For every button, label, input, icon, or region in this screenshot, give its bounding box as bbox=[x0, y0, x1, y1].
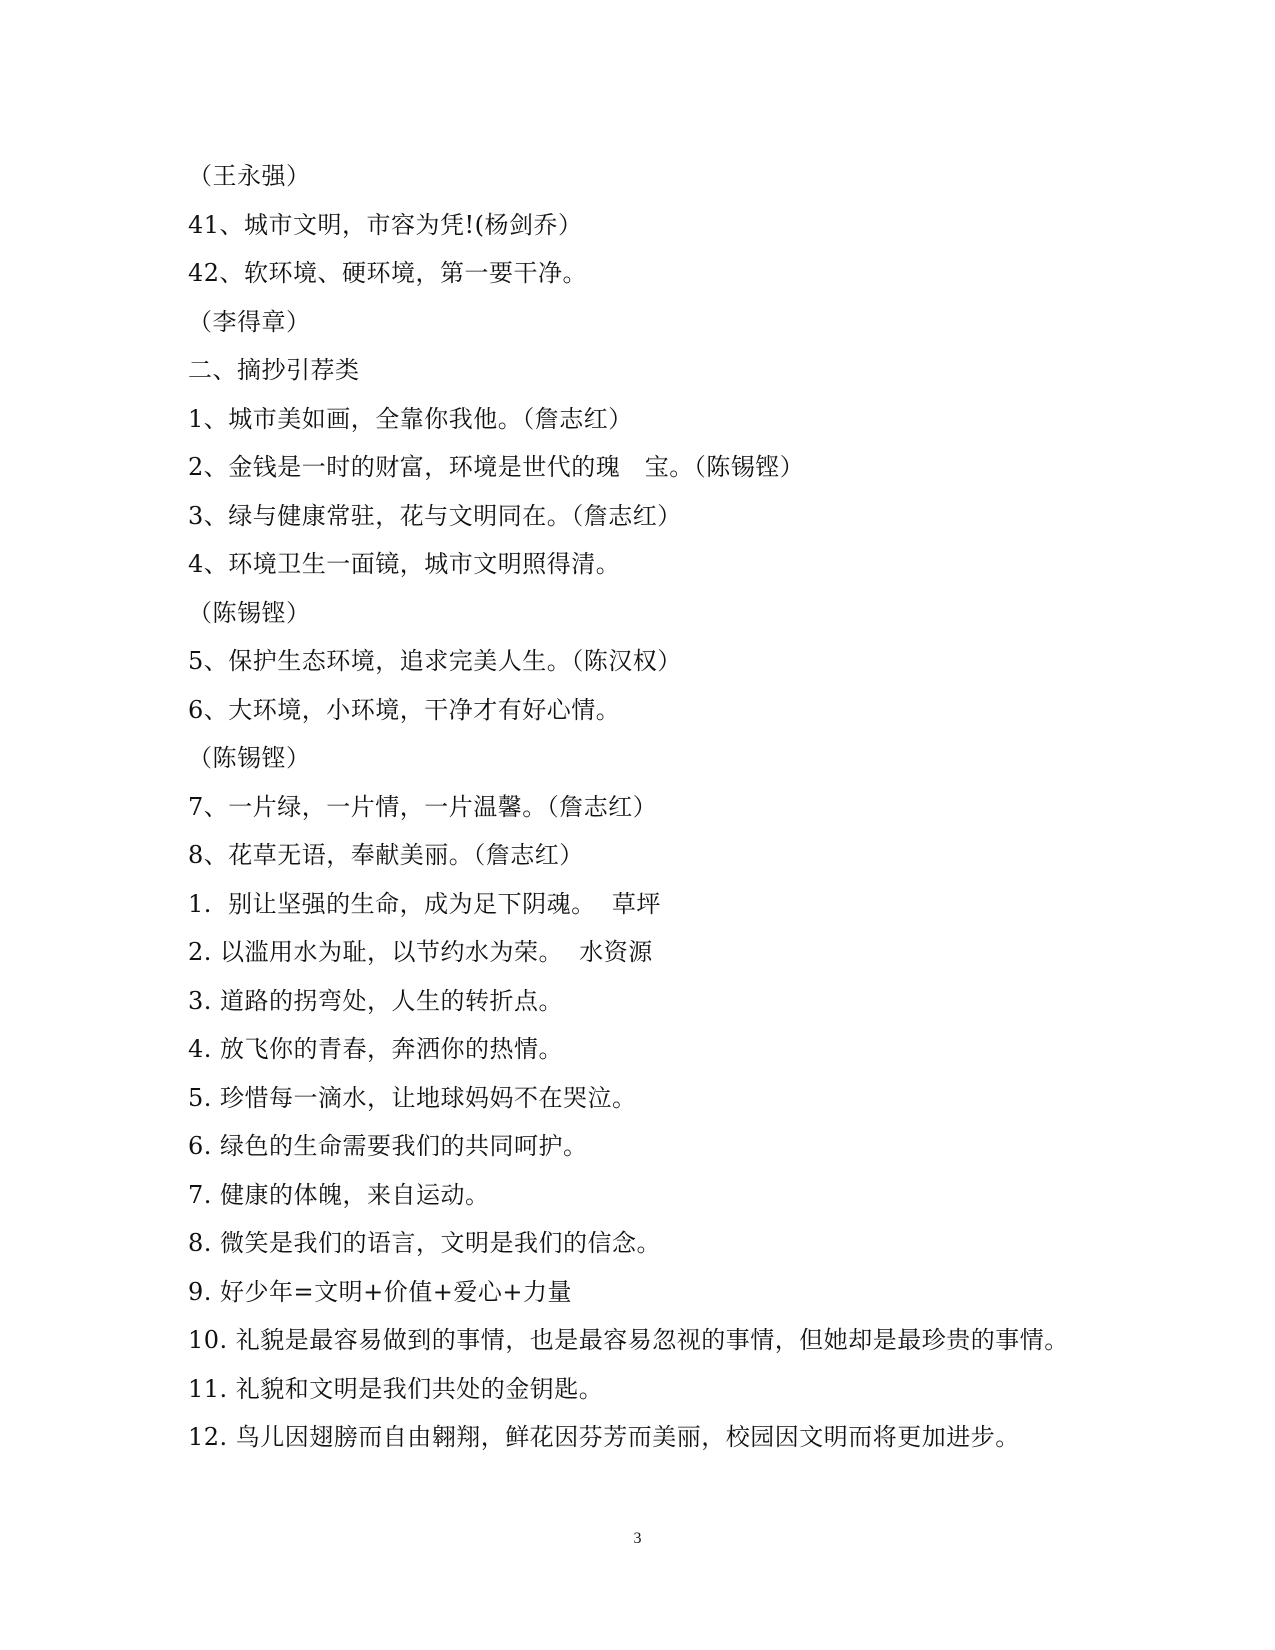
section-heading: 二、摘抄引荐类 bbox=[188, 356, 360, 384]
text-line: （李得章） bbox=[188, 307, 311, 336]
text-line: 2. 以滥用水为耻，以节约水为荣。 水资源 bbox=[188, 938, 653, 966]
text-line: （王永强） bbox=[188, 162, 311, 190]
text-line: 8. 微笑是我们的语言，文明是我们的信念。 bbox=[188, 1229, 662, 1257]
text-line: 11. 礼貌和文明是我们共处的金钥匙。 bbox=[188, 1374, 604, 1403]
text-line: 4、环境卫生一面镜，城市文明照得清。 bbox=[188, 550, 621, 578]
text-line: 2、金钱是一时的财富，环境是世代的瑰 宝。（陈锡铿） bbox=[188, 453, 805, 481]
text-line: 12. 鸟儿因翅膀而自由翱翔，鲜花因芬芳而美丽，校园因文明而将更加进步。 bbox=[188, 1423, 1020, 1451]
text-line: 7、一片绿，一片情，一片温馨。（詹志红） bbox=[188, 792, 658, 821]
text-line: 10. 礼貌是最容易做到的事情，也是最容易忽视的事情，但她却是最珍贵的事情。 bbox=[188, 1326, 1069, 1354]
text-line: 1、城市美如画，全靠你我他。（詹志红） bbox=[188, 404, 633, 433]
text-line: 4. 放飞你的青春，奔洒你的热情。 bbox=[188, 1035, 564, 1063]
text-line: 3. 道路的拐弯处，人生的转折点。 bbox=[188, 986, 564, 1015]
text-line: （陈锡铿） bbox=[188, 744, 311, 772]
text-line: 6、大环境，小环境，干净才有好心情。 bbox=[188, 695, 621, 724]
text-line: 3、绿与健康常驻，花与文明同在。（詹志红） bbox=[188, 501, 682, 530]
text-line: 8、花草无语，奉献美丽。（詹志红） bbox=[188, 841, 584, 869]
text-line: 5、保护生态环境，追求完美人生。（陈汉权） bbox=[188, 647, 682, 675]
text-line: 6. 绿色的生命需要我们的共同呵护。 bbox=[188, 1132, 588, 1160]
document-body bbox=[188, 152, 1188, 1462]
text-line: 5. 珍惜每一滴水，让地球妈妈不在哭泣。 bbox=[188, 1083, 637, 1112]
text-line: 7. 健康的体魄，来自运动。 bbox=[188, 1180, 490, 1209]
page-number: 3 bbox=[633, 1530, 642, 1547]
text-line: 41、城市文明，市容为凭!(杨剑乔） bbox=[188, 210, 583, 239]
text-line: 1. 别让坚强的生命，成为足下阴魂。 草坪 bbox=[188, 889, 661, 918]
text-line: （陈锡铿） bbox=[188, 598, 311, 627]
text-line: 42、软环境、硬环境，第一要干净。 bbox=[188, 259, 588, 287]
text-line: 9. 好少年=文明+价值+爱心+力量 bbox=[188, 1277, 572, 1306]
